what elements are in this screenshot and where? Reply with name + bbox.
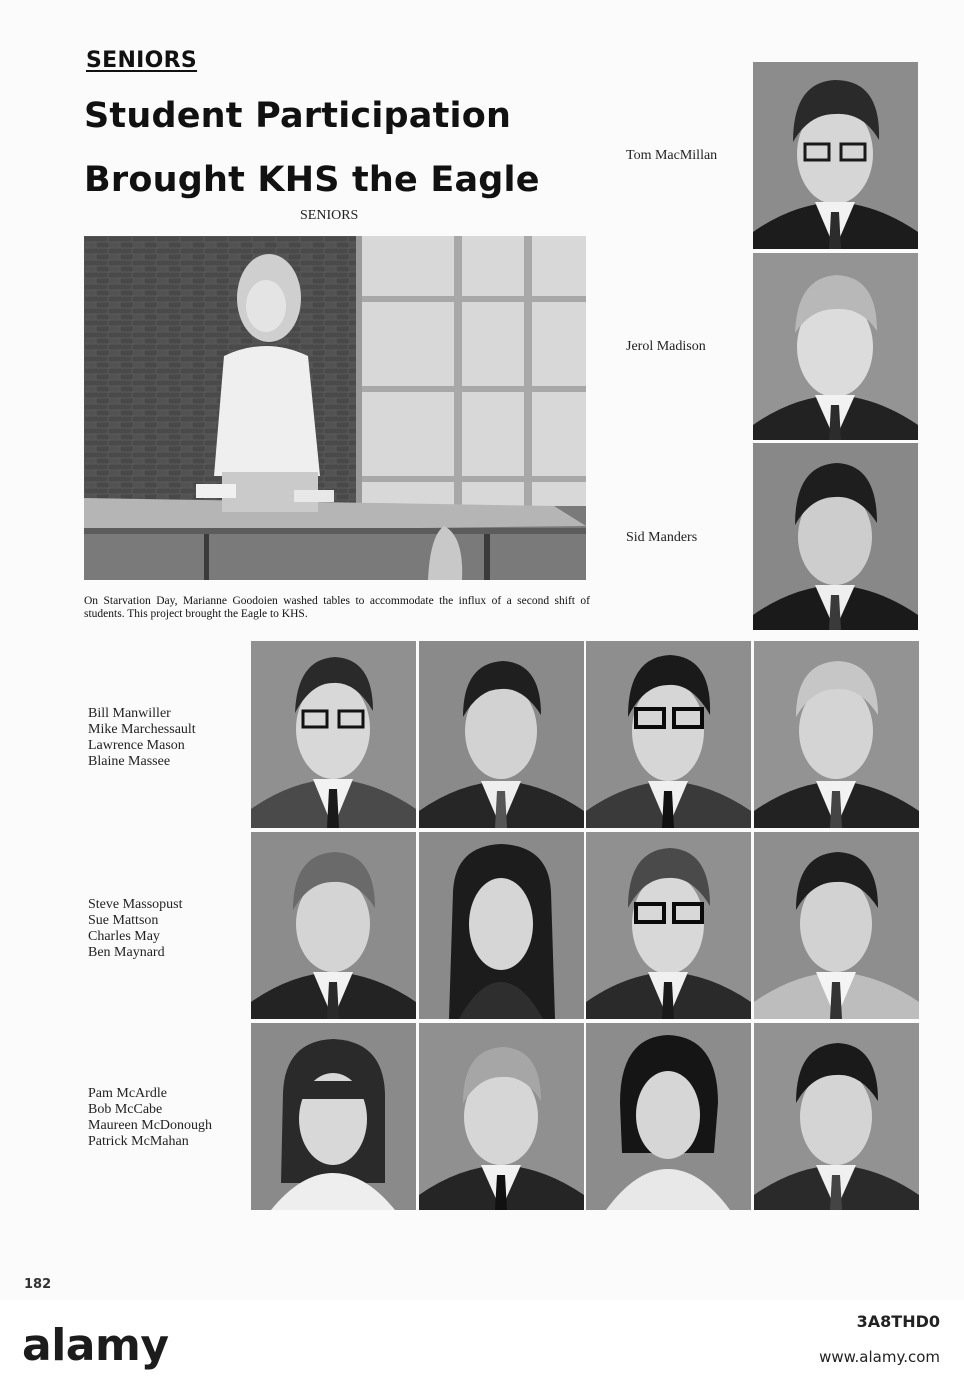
row-2-name-1: Steve Massopust [88, 897, 183, 912]
headline-line-2: Brought KHS the Eagle [84, 160, 540, 200]
row-3-name-3: Maureen McDonough [88, 1118, 213, 1133]
page-number: 182 [24, 1277, 52, 1292]
row-3-name-4: Patrick McMahan [88, 1134, 189, 1149]
row-3-names [88, 1086, 212, 1150]
headline [84, 84, 604, 212]
footer-url: www.alamy.com [819, 1348, 940, 1366]
alamy-logo: alamy [22, 1320, 169, 1371]
stock-footer [0, 1300, 964, 1390]
row-3-name-1: Pam McArdle [88, 1086, 167, 1101]
portrait-patrick-mcmahan [754, 1023, 919, 1210]
portrait-tom-macmillan [753, 62, 918, 249]
row-1-names [88, 706, 196, 770]
right-name-3: Sid Manders [626, 530, 698, 545]
portrait-sue-mattson [419, 832, 584, 1019]
portrait-maureen-mcdonough [586, 1023, 751, 1210]
portrait-mike-marchessault [419, 641, 584, 828]
portrait-bill-manwiller [251, 641, 416, 828]
row-2-name-3: Charles May [88, 929, 160, 944]
portrait-lawrence-mason [586, 641, 751, 828]
row-1-name-3: Lawrence Mason [88, 738, 185, 753]
row-1-name-4: Blaine Massee [88, 754, 171, 769]
portrait-bob-mccabe [419, 1023, 584, 1210]
portrait-pam-mcardle [251, 1023, 416, 1210]
row-2-name-4: Ben Maynard [88, 945, 165, 960]
headline-line-1: Student Participation [84, 96, 512, 136]
feature-photo [84, 236, 586, 580]
photo-caption: On Starvation Day, Marianne Goodoien washed tables to accommodate the influx of a second shift of students. This project brought the Eagle to KHS. [84, 595, 590, 620]
subhead: SENIORS [300, 208, 359, 223]
portrait-sid-manders [753, 443, 918, 630]
portrait-charles-may [586, 832, 751, 1019]
row-1-name-2: Mike Marchessault [88, 722, 196, 737]
portrait-ben-maynard [754, 832, 919, 1019]
row-1-name-1: Bill Manwiller [88, 706, 171, 721]
image-id: 3A8THD0 [856, 1312, 940, 1331]
section-label: SENIORS [86, 48, 198, 73]
portrait-steve-massopust [251, 832, 416, 1019]
portrait-blaine-massee [754, 641, 919, 828]
right-name-2: Jerol Madison [626, 339, 706, 354]
row-2-names [88, 897, 183, 961]
row-2-name-2: Sue Mattson [88, 913, 159, 928]
row-3-name-2: Bob McCabe [88, 1102, 163, 1117]
right-name-1: Tom MacMillan [626, 148, 718, 163]
portrait-jerol-madison [753, 253, 918, 440]
